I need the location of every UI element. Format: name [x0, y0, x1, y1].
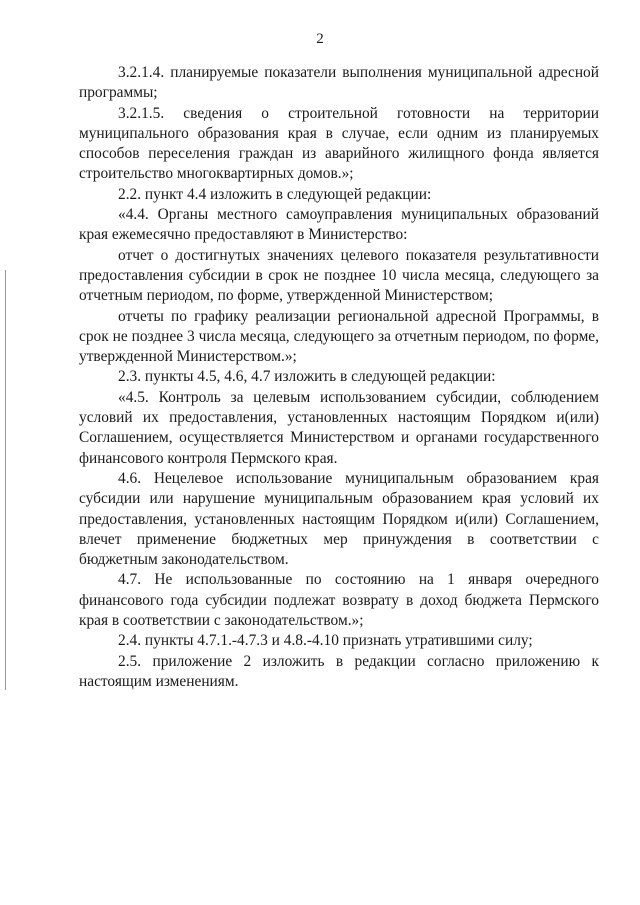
paragraph-2-5: 2.5. приложение 2 изложить в редакции согласно приложению к настоящим изменениям. [79, 652, 599, 690]
paragraph-2-2: 2.2. пункт 4.4 изложить в следующей редакции: [118, 185, 432, 203]
document-body [79, 63, 599, 692]
paragraph-3-2-1-5: 3.2.1.5. сведения о строительной готовности на территории муниципального образования края в случае, если одним из планируемых способов переселения граждан из аварийного жилищного фонда является строительство многоквартирных домов.»; [79, 104, 599, 183]
paragraph-3-2-1-4: 3.2.1.4. планируемые показатели выполнения муниципальной адресной программы; [79, 64, 599, 102]
paragraph-4-4-report-target: отчет о достигнутых значениях целевого показателя результативности предоставления субсидии в срок не позднее 10 числа месяца, следующего за отчетным периодом, по форме, утвержденной Министерством; [79, 246, 599, 305]
paragraph-4-4: «4.4. Органы местного самоуправления муниципальных образований края ежемесячно предоставляют в Министерство: [79, 206, 599, 244]
paragraph-2-4: 2.4. пункты 4.7.1.-4.7.3 и 4.8.-4.10 признать утратившими силу; [118, 632, 533, 650]
paragraph-4-4-report-schedule: отчеты по графику реализации региональной адресной Программы, в срок не позднее 3 числа месяца, следующего за отчетным периодом, по форме, утвержденной Министерством.»; [79, 307, 599, 366]
page-number: 2 [316, 31, 324, 47]
paragraph-2-3: 2.3. пункты 4.5, 4.6, 4.7 изложить в следующей редакции: [118, 368, 496, 386]
paragraph-4-5: «4.5. Контроль за целевым использованием субсидии, соблюдением условий их предоставления, установленных настоящим Порядком и(или) Соглашением, осуществляется Министерством и органами государственного финансового контроля Пермского края. [79, 388, 599, 467]
paragraph-4-6: 4.6. Нецелевое использование муниципальным образованием края субсидии или нарушение муниципальным образованием края условий их предоставления, установленных настоящим Порядком и(или) Соглашением, влечет применение бюджетных мер принуждения в соответствии с бюджетным законодательством. [79, 469, 599, 569]
paragraph-4-7: 4.7. Не использованные по состоянию на 1 января очередного финансового года субсидии подлежат возврату в доход бюджета Пермского края в соответствии с законодательством.»; [79, 571, 599, 630]
scan-edge-line [5, 270, 6, 690]
